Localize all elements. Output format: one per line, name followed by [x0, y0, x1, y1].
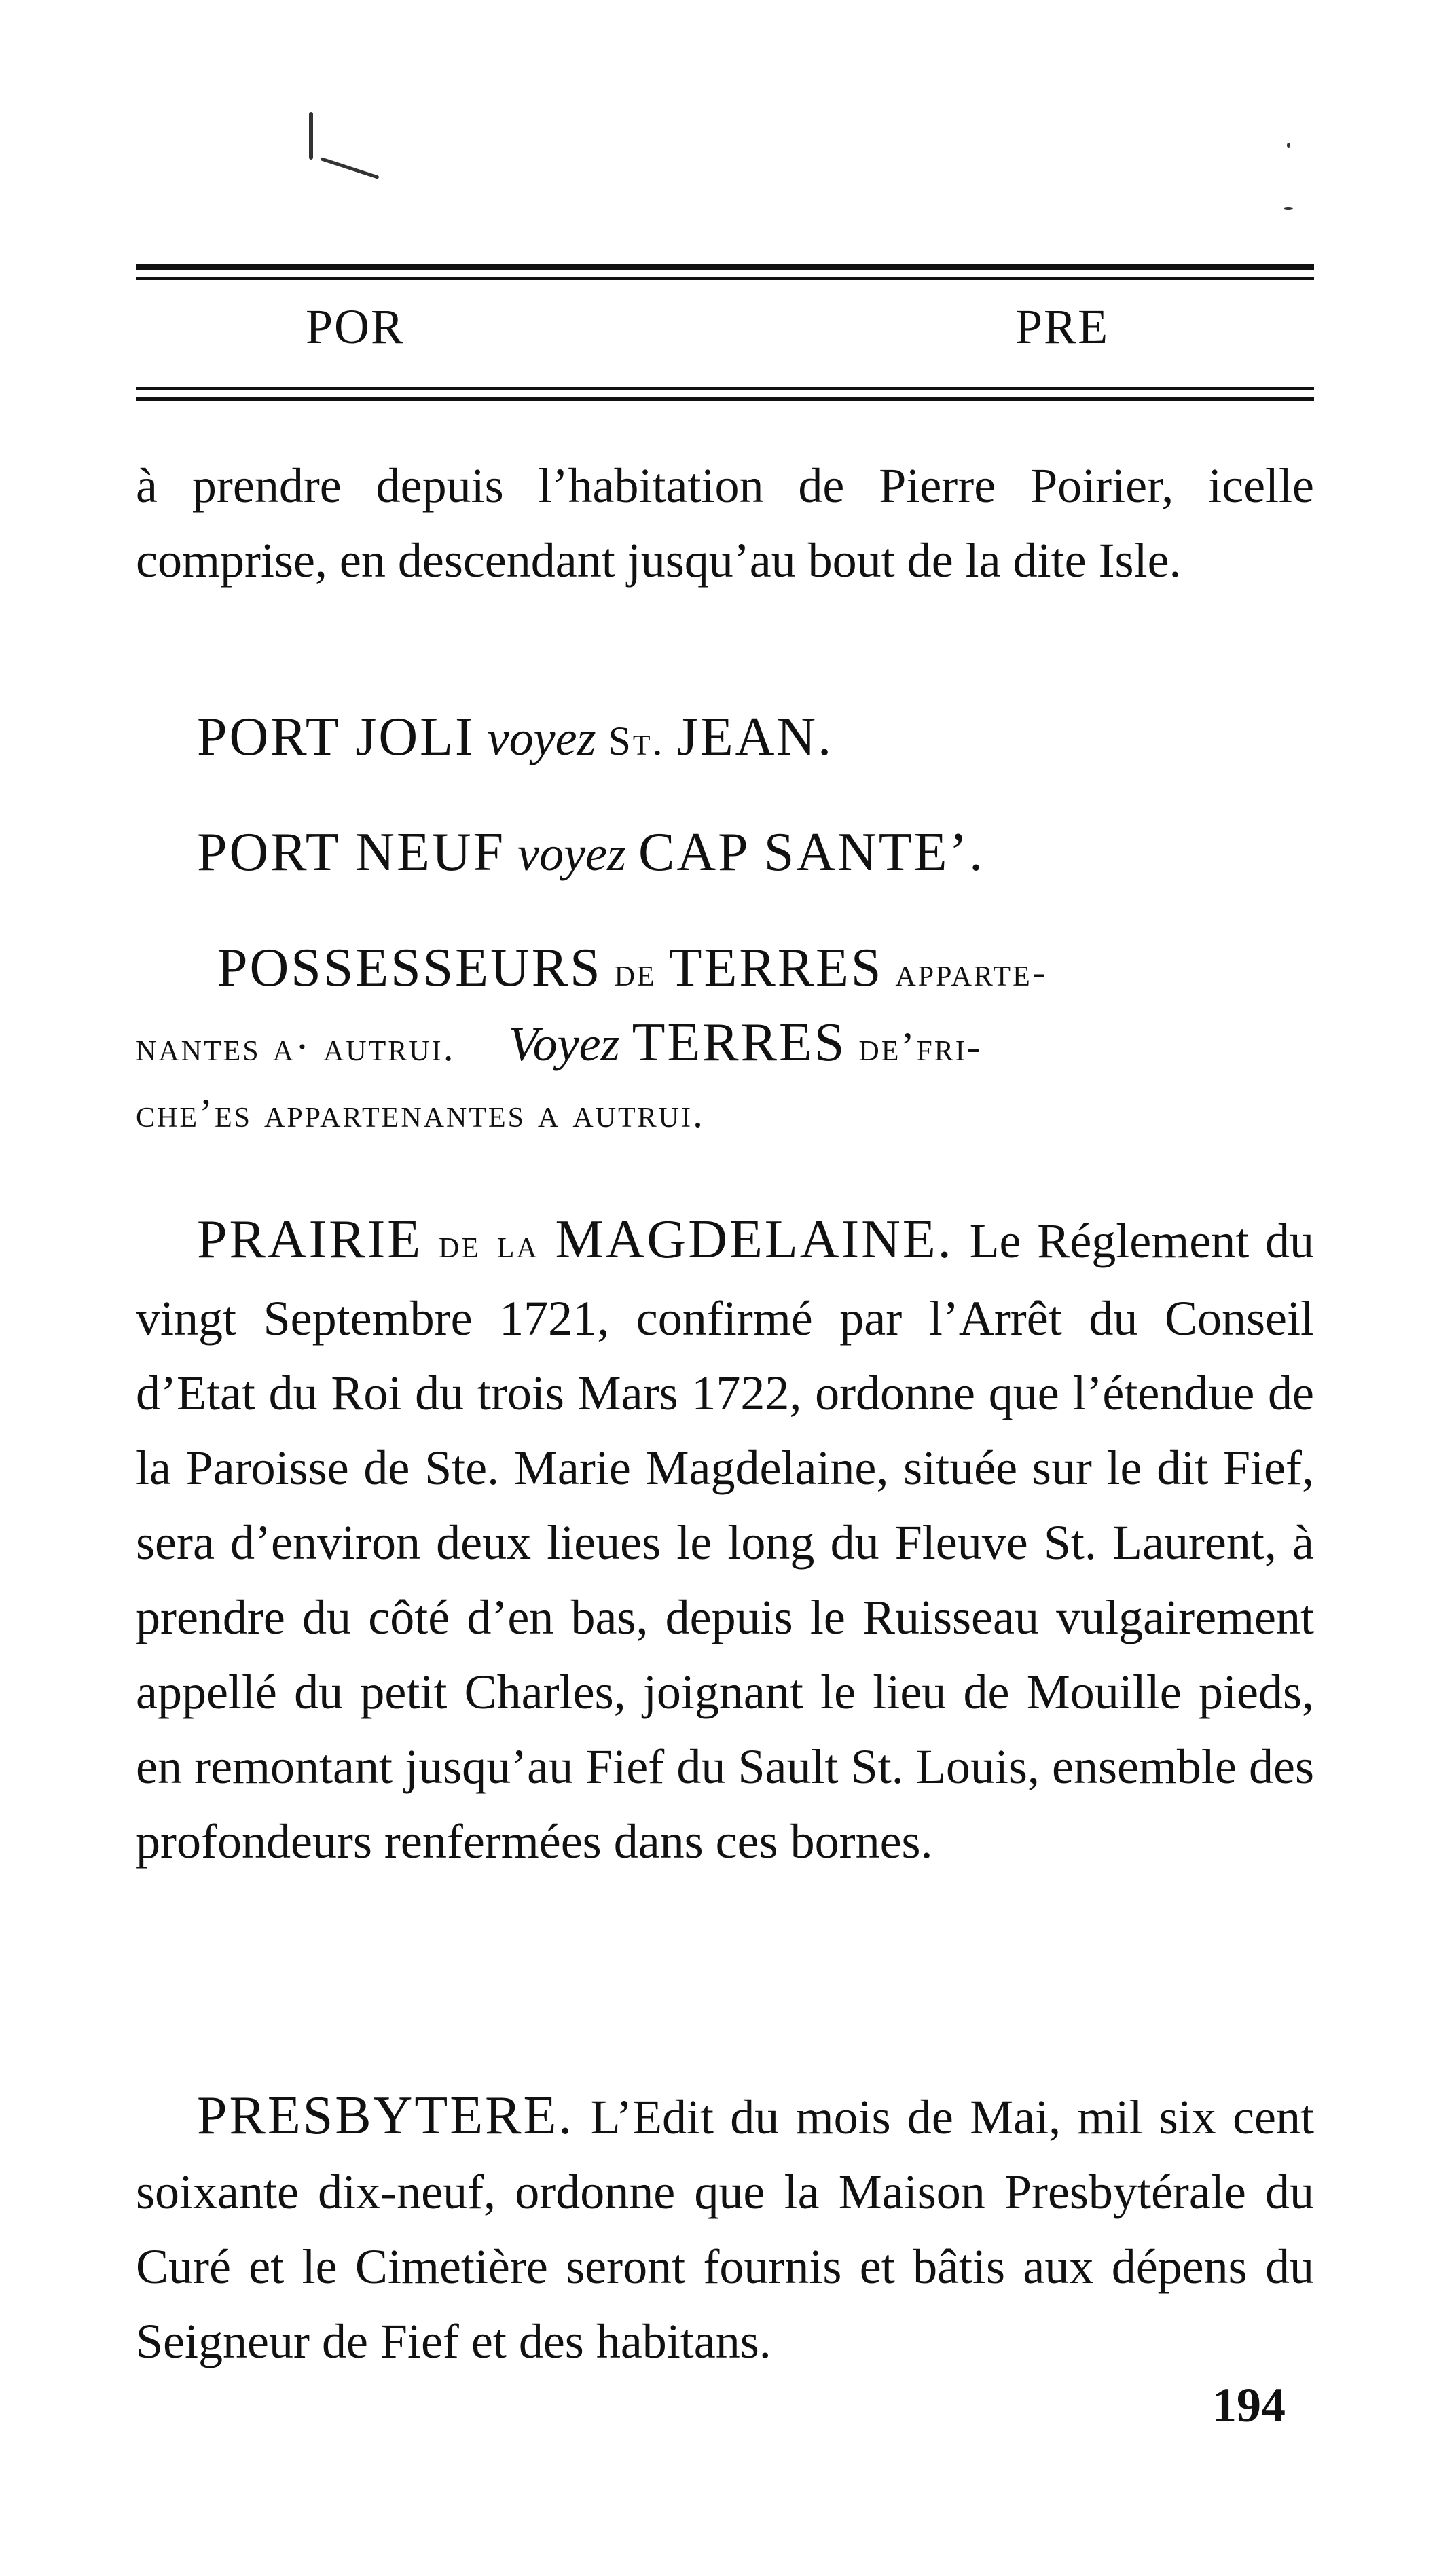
scan-mark — [1284, 207, 1293, 210]
entry-term-secondary: MAGDELAINE. — [555, 1210, 953, 1269]
reference-term: CAP SANTE’. — [638, 823, 985, 882]
continuation-paragraph: à prendre depuis l’habitation de Pierre Poirier, icelle comprise, en descendant jusqu’au bout de la dite Isle. — [136, 458, 1314, 588]
reference-term-continued: de’fri- — [858, 1024, 983, 1069]
scan-mark — [309, 112, 313, 160]
page-number: 194 — [1212, 2378, 1286, 2432]
entry-possesseurs-line2 — [136, 1005, 1314, 1084]
reference-term: JEAN. — [676, 707, 834, 767]
entry-term-secondary: TERRES — [668, 938, 884, 998]
top-rule — [136, 264, 1314, 270]
entry-term-connector: de la — [438, 1221, 539, 1266]
entry-port-neuf — [197, 815, 1375, 891]
head-rule — [136, 397, 1314, 401]
see-reference: Voyez — [508, 1017, 620, 1071]
entry-term: PRAIRIE — [197, 1210, 423, 1269]
entry-body: L’Edit du mois de Mai, mil six cent soixante dix-neuf, ordonne que la Maison Presbytérale du Curé et le Cimetière seront fournis et bâtis aux dépens du Seigneur de Fief et des habitans. — [136, 2090, 1314, 2368]
reference-abbrev: St. — [608, 719, 665, 763]
entry-term: PORT NEUF — [197, 823, 506, 882]
entry-term: PRESBYTERE. — [197, 2086, 575, 2146]
entry-term: POSSESSEURS — [217, 938, 602, 998]
entry-term-continued: nantes a· autrui. — [136, 1024, 456, 1069]
entry-port-joli — [197, 700, 1375, 778]
entry-possesseurs-line3 — [136, 1073, 1314, 1151]
entry-body: Le Réglement du vingt Septembre 1721, confirmé par l’Arrêt du Conseil d’Etat du Roi du trois Mars 1722, ordonne que l’étendue de la Paroisse de Ste. Marie Magdelaine, située sur le dit Fief, sera d’environ deux lieues le long du Fleuve St. Laurent, à prendre du côté d’en bas, depuis le Ruisseau vulgairement appellé du petit Charles, joignant le lieu de Mouille pieds, en remontant jusqu’au Fief du Sault St. Louis, ensemble des profondeurs renfermées dans ces bornes. — [136, 1214, 1314, 1869]
top-rule-thin — [136, 277, 1314, 280]
entry-prairie — [136, 1202, 1314, 1879]
scan-mark — [320, 157, 379, 179]
entry-term: PORT JOLI — [197, 707, 475, 767]
head-rule-thin — [136, 387, 1314, 390]
see-reference: voyez — [487, 711, 596, 765]
entry-possesseurs — [217, 931, 1396, 1009]
entry-presbytere — [136, 2078, 1314, 2379]
reference-term-continued: che’es appartenantes a autrui. — [136, 1091, 705, 1136]
reference-term: TERRES — [632, 1013, 847, 1073]
running-head-left: POR — [306, 300, 405, 354]
see-reference: voyez — [517, 827, 627, 881]
entry-term-continued: apparte- — [895, 950, 1048, 994]
running-head-right: PRE — [1015, 300, 1110, 354]
entry-term-connector: de — [614, 950, 657, 994]
scan-mark — [1287, 143, 1290, 148]
